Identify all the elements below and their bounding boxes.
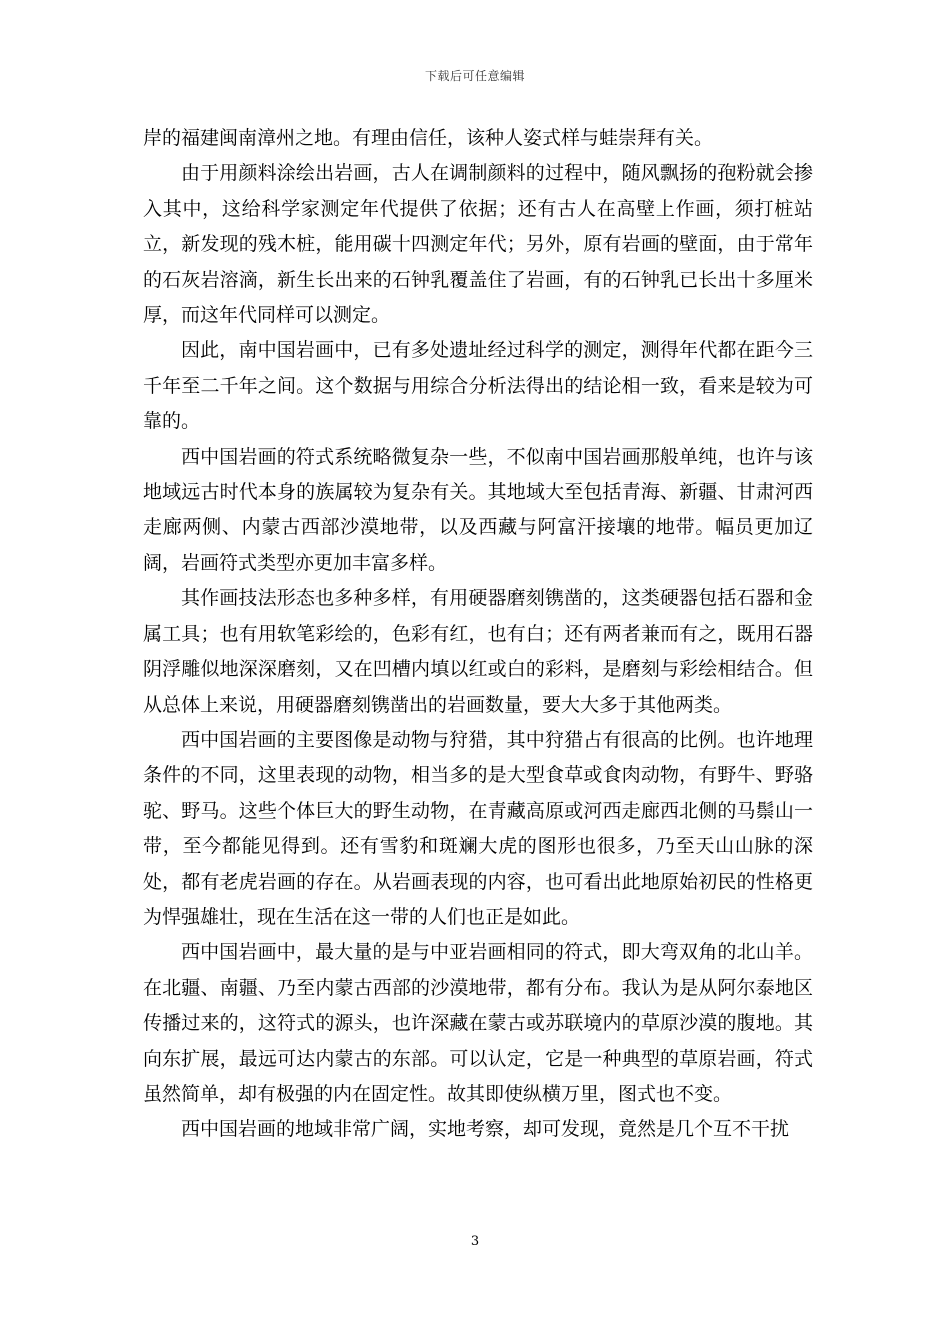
paragraph: 因此，南中国岩画中，已有多处遗址经过科学的测定，测得年代都在距今三千年至二千年之间。这个数据与用综合分析法得出的结论相一致，看来是较为可靠的。: [143, 339, 813, 433]
paragraph: 西中国岩画中，最大量的是与中亚岩画相同的符式，即大弯双角的北山羊。在北疆、南疆、乃至内蒙古西部的沙漠地带，都有分布。我认为是从阿尔泰地区传播过来的，这符式的源头，也许深藏在蒙古或苏联境内的草原沙漠的腹地。其向东扩展，最远可达内蒙古的东部。可以认定，它是一种典型的草原岩画，符式虽然简单，却有极强的内在固定性。故其即使纵横万里，图式也不变。: [143, 941, 813, 1105]
paragraph: 岸的福建闽南漳州之地。有理由信任，该种人姿式样与蛙崇拜有关。: [143, 127, 714, 149]
paragraph: 由于用颜料涂绘出岩画，古人在调制颜料的过程中，随风飘扬的孢粉就会掺入其中，这给科学家测定年代提供了依据；还有古人在高壁上作画，须打桩站立，新发现的残木桩，能用碳十四测定年代；另外，原有岩画的壁面，由于常年的石灰岩溶滴，新生长出来的石钟乳覆盖住了岩画，有的石钟乳已长出十多厘米厚，而这年代同样可以测定。: [143, 162, 813, 327]
paragraph: 西中国岩画的地域非常广阔，实地考察，却可发现，竟然是几个互不干扰: [181, 1118, 790, 1141]
paragraph: 西中国岩画的主要图像是动物与狩猎，其中狩猎占有很高的比例。也许地理条件的不同，这里表现的动物，相当多的是大型食草或食肉动物，有野牛、野骆驼、野马。这些个体巨大的野生动物，在青藏高原或河西走廊西北侧的马鬃山一带，至今都能见得到。还有雪豹和斑斓大虎的图形也很多，乃至天山山脉的深处，都有老虎岩画的存在。从岩画表现的内容，也可看出此地原始初民的性格更为悍强雄壮，现在生活在这一带的人们也正是如此。: [143, 728, 813, 928]
paragraph: 其作画技法形态也多种多样，有用硬器磨刻镌凿的，这类硬器包括石器和金属工具；也有用软笔彩绘的，色彩有红，也有白；还有两者兼而有之，既用石器阴浮雕似地深深磨刻，又在凹槽内填以红或白的彩料，是磨刻与彩绘相结合。但从总体上来说，用硬器磨刻镌凿出的岩画数量，要大大多于其他两类。: [143, 587, 813, 716]
page-number: 3: [470, 1234, 480, 1249]
page-header: 下载后可任意编辑: [424, 69, 525, 83]
body-text: [143, 121, 813, 1148]
paragraph: 西中国岩画的符式系统略微复杂一些，不似南中国岩画那般单纯，也许与该地域远古时代本身的族属较为复杂有关。其地域大至包括青海、新疆、甘肃河西走廊两侧、内蒙古西部沙漠地带，以及西藏与阿富汗接壤的地带。幅员更加辽阔，岩画符式类型亦更加丰富多样。: [143, 445, 813, 574]
